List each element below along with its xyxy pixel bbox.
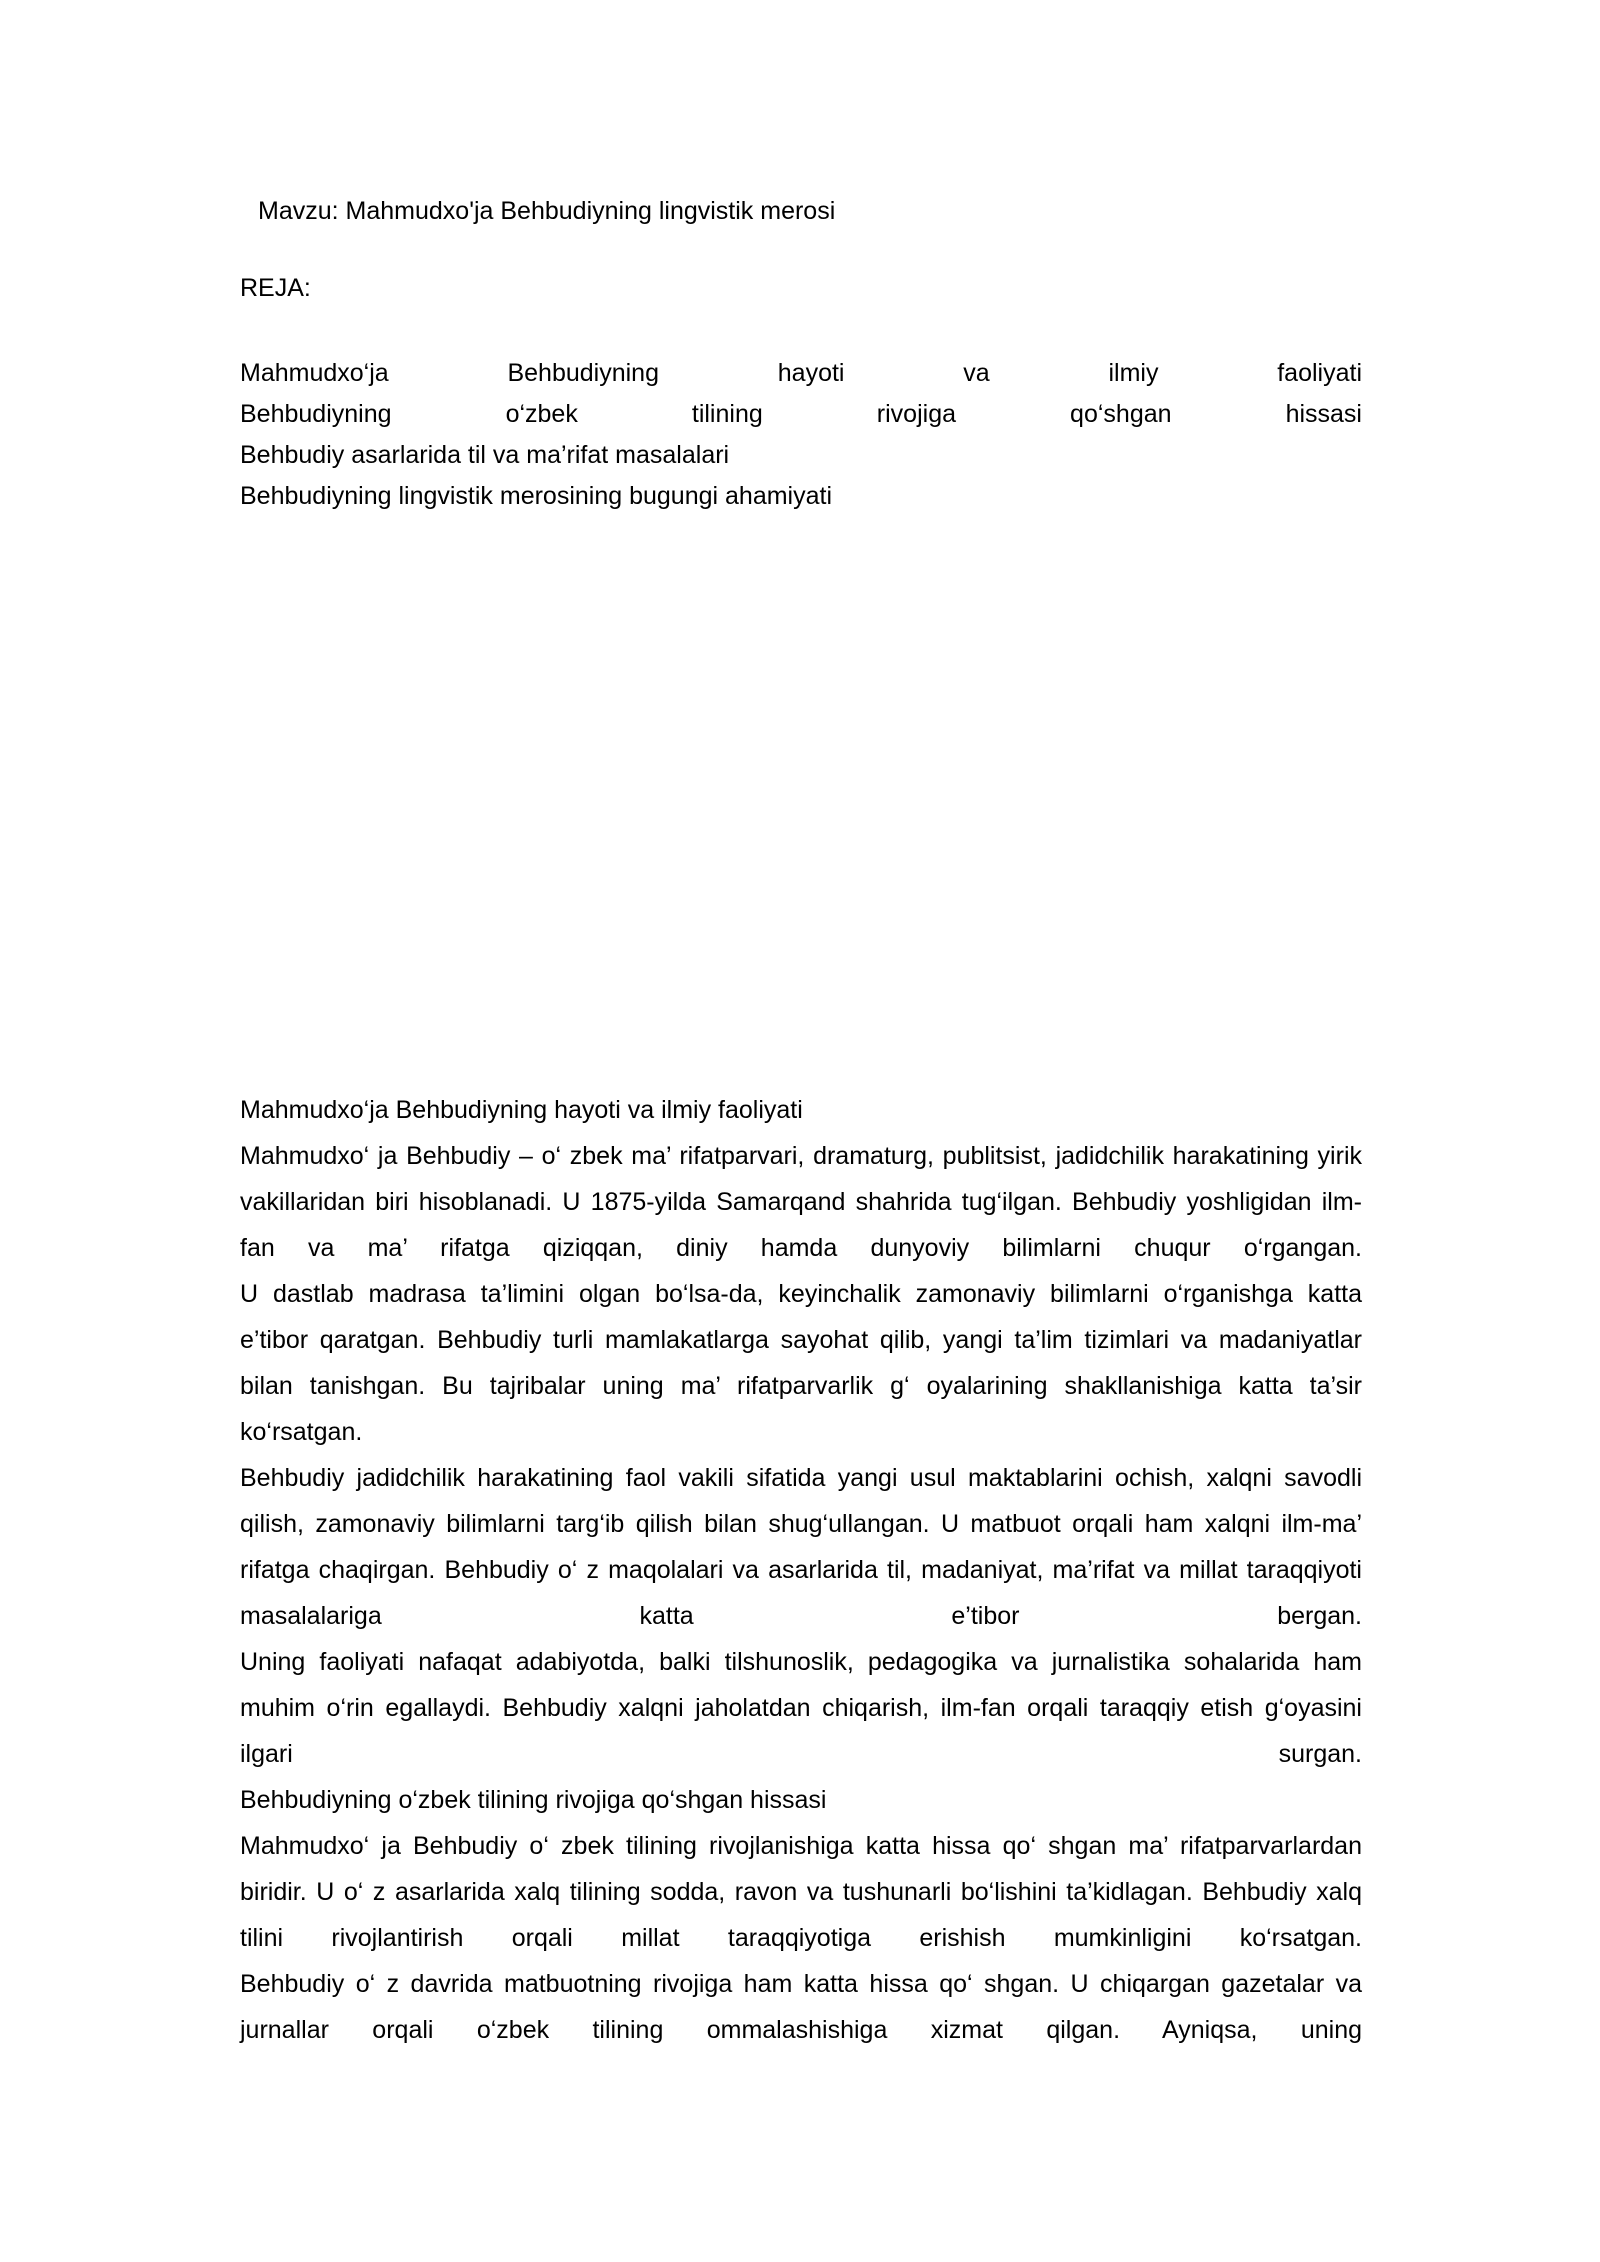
body-paragraph: Behbudiy jadidchilik harakatining faol vakili sifatida yangi usul maktablarini ochish, xalqni savodli qilish, zamonaviy bilimlarni targ‘ib qilish bilan shug‘ullangan. U matbuot orqali ham xalqni ilm-ma’ rifatga chaqirgan. Behbudiy o‘ z maqolalari va asarlarida til, madaniyat, ma’rifat va millat taraqqiyoti masalalariga katta e’tibor bergan. <box>240 1464 1362 1630</box>
plan-list <box>240 353 1362 517</box>
plan-item: Behbudiyning lingvistik merosining bugungi ahamiyati <box>240 482 833 510</box>
plan-item: Behbudiy asarlarida til va ma’rifat masalalari <box>240 441 730 469</box>
body-paragraph: Mahmudxo‘ ja Behbudiy o‘ zbek tilining rivojlanishiga katta hissa qo‘ shgan ma’ rifatparvarlardan biridir. U o‘ z asarlarida xalq tilining sodda, ravon va tushunarli bo‘lishini ta’kidlagan. Behbudiy xalq tilini rivojlantirish orqali millat taraqqiyotiga erishish mumkinligini ko‘rsatgan. <box>240 1832 1362 1952</box>
body-paragraph: U dastlab madrasa ta’limini olgan bo‘lsa-da, keyinchalik zamonaviy bilimlarni o‘rganishga katta e’tibor qaratgan. Behbudiy turli mamlakatlarga sayohat qilib, yangi ta’lim tizimlari va madaniyatlar bilan tanishgan. Bu tajribalar uning ma’ rifatparvarlik g‘ oyalarining shakllanishiga katta ta’sir ko‘rsatgan. <box>240 1280 1362 1446</box>
plan-item: Mahmudxo‘ja Behbudiyning hayoti va ilmiy faoliyati <box>240 359 1362 387</box>
plan-label: REJA: <box>240 274 311 302</box>
body-paragraph: Behbudiy o‘ z davrida matbuotning rivojiga ham katta hissa qo‘ shgan. U chiqargan gazetalar va jurnallar orqali o‘zbek tilining ommalashishiga xizmat qilgan. Ayniqsa, uning <box>240 1970 1362 2044</box>
section-heading: Behbudiyning o‘zbek tilining rivojiga qo‘shgan hissasi <box>240 1786 827 1814</box>
plan-item: Behbudiyning o‘zbek tilining rivojiga qo‘shgan hissasi <box>240 400 1362 428</box>
section-heading: Mahmudxo‘ja Behbudiyning hayoti va ilmiy faoliyati <box>240 1096 803 1124</box>
document-body <box>240 1087 1362 2053</box>
document-title: Mavzu: Mahmudxo'ja Behbudiyning lingvistik merosi <box>258 197 836 225</box>
page-content <box>240 0 1362 2053</box>
body-paragraph: Uning faoliyati nafaqat adabiyotda, balki tilshunoslik, pedagogika va jurnalistika sohalarida ham muhim o‘rin egallaydi. Behbudiy xalqni jaholatdan chiqarish, ilm-fan orqali taraqqiy etish g‘oyasini ilgari surgan. <box>240 1648 1362 1768</box>
body-paragraph: Mahmudxo‘ ja Behbudiy – o‘ zbek ma’ rifatparvari, dramaturg, publitsist, jadidchilik harakatining yirik vakillaridan biri hisoblanadi. U 1875-yilda Samarqand shahrida tug‘ilgan. Behbudiy yoshligidan ilm-fan va ma’ rifatga qiziqqan, diniy hamda dunyoviy bilimlarni chuqur o‘rgangan. <box>240 1142 1362 1262</box>
